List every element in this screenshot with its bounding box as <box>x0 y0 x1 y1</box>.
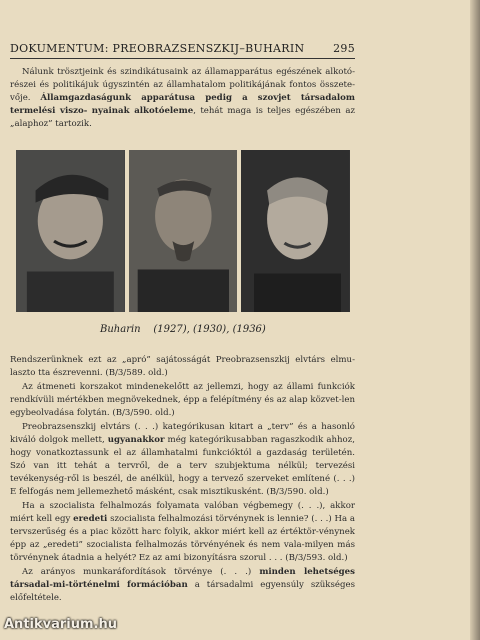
intro-bold-1: Államgazdaságunk apparátusa pedig a szovjet társadalom termelési viszo- <box>10 93 355 116</box>
portrait-photo-1936 <box>241 150 350 312</box>
portrait-photo-1930 <box>129 150 238 312</box>
header-rule <box>10 58 355 59</box>
body-paragraph-1: Rendszerünknek ezt az „apró” sajátosságát Preobrazsenszkij elvtárs elmu-laszto tta észrevenni. (B/3/589. old.) <box>10 355 355 378</box>
caption-years: (1927), (1930), (1936) <box>153 324 266 335</box>
page-number: 295 <box>333 42 355 55</box>
running-title: DOKUMENTUM: PREOBRAZSENSZKIJ–BUHARIN <box>10 42 305 55</box>
book-spine <box>470 0 480 640</box>
portrait-photo-1927 <box>16 150 125 312</box>
body-paragraph-2: Az átmeneti korszakot mindenekelőtt az jellemzi, hogy az állami funkciók rendkívüli mértékben megnövekednek, épp a felépítmény és az alap közvet-len egybeolvadása folytán. (B/3/590. old.) <box>10 382 355 418</box>
intro-line-2: részei és politikájuk úgyszintén az államhatalom politikájának fontos összete- <box>10 80 355 90</box>
intro-bold-2: nyainak alkotóeleme <box>91 106 194 116</box>
body-paragraph-4: Ha a szocialista felhalmozás folyamata valóban végbemegy (. . .), akkor miért kell egy eredeti szocialista felhalmozási törvénynek is lennie? (. . .) Ha a tervszerűség és a piac között harc folyik, akkor miért kell az értéktör-vénynek épp az „eredeti” szocialista felhalmozás törvényének és nem vala-milyen más törvénynek átadnia a helyét? Ez az ami bizonyításra szorul . . . (B/3/593. old.) <box>10 501 355 563</box>
intro-line-3: vője. <box>10 93 41 103</box>
body-paragraph-3: Preobrazsenszkij elvtárs (. . .) kategórikusan kitart a „terv” és a hasonló kiváló dolgok mellett, ugyanakkor még kategórikusabban ragaszkodik ahhoz, hogy vonatkoztassunk el az államhatalmi funkcióktól a gazdaság területén. Szó van itt tehát a tervről, de a terv szubjektuma nélkül; tervezési tevékenység-ről is beszél, de anélkül, hogy a tervező szerveket említené (. . .) E felfogás nem jellemezhető másként, csak misztikusként. (B/3/590. old.) <box>10 422 355 497</box>
intro-line-1: Nálunk trösztjeink és szindikátusaink az államapparátus egészének alkotó- <box>22 67 355 77</box>
body-paragraph-5: Az arányos munkaráfordítások törvénye (. . .) minden lehetséges társadal-mi-történelmi formációban a társadalmi egyensúly szükséges előfeltétele. <box>10 567 355 603</box>
body-text <box>10 354 355 606</box>
intro-line-4: , tehát maga is teljes egészében az „alaphoz” tartozik. <box>10 106 355 129</box>
intro-paragraph <box>10 66 355 132</box>
photo-caption <box>100 324 266 335</box>
photo-strip <box>16 150 350 312</box>
caption-name: Buharin <box>100 324 141 335</box>
running-header <box>10 42 355 55</box>
watermark: Antikvarium.hu <box>4 617 117 632</box>
